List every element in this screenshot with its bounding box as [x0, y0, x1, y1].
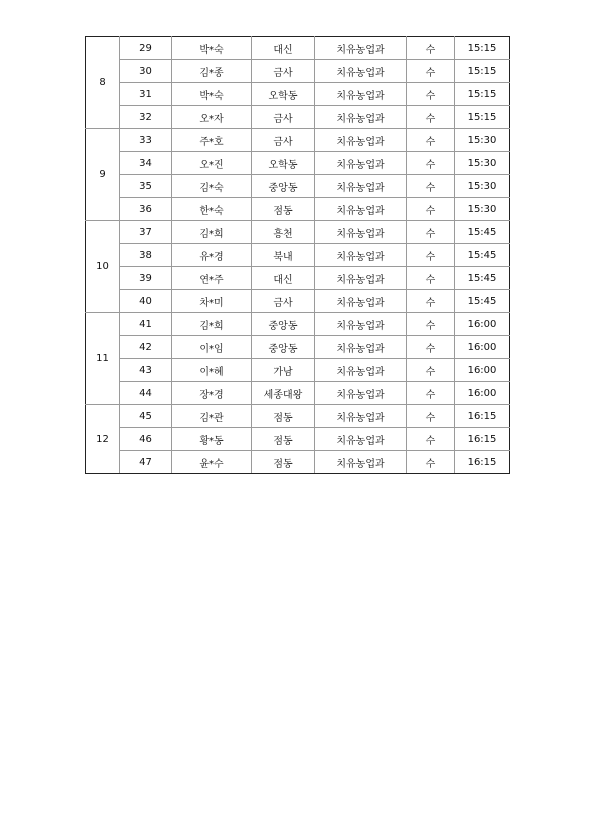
area-cell: 중앙동	[252, 175, 315, 198]
area-cell: 금사	[252, 106, 315, 129]
group-number-cell: 9	[86, 129, 120, 221]
row-number-cell: 32	[120, 106, 172, 129]
day-cell: 수	[407, 244, 455, 267]
table-row	[86, 244, 510, 267]
row-number-cell: 42	[120, 336, 172, 359]
day-cell: 수	[407, 106, 455, 129]
table-row	[86, 129, 510, 152]
time-cell: 15:15	[455, 37, 510, 60]
table-row	[86, 451, 510, 474]
time-cell: 15:15	[455, 106, 510, 129]
time-cell: 15:45	[455, 221, 510, 244]
day-cell: 수	[407, 152, 455, 175]
row-number-cell: 29	[120, 37, 172, 60]
name-cell: 박*숙	[172, 37, 252, 60]
area-cell: 오학동	[252, 152, 315, 175]
program-cell: 치유농업과	[315, 152, 407, 175]
time-cell: 16:15	[455, 405, 510, 428]
name-cell: 김*숙	[172, 175, 252, 198]
row-number-cell: 43	[120, 359, 172, 382]
table-row	[86, 382, 510, 405]
table-row	[86, 152, 510, 175]
day-cell: 수	[407, 428, 455, 451]
time-cell: 15:45	[455, 244, 510, 267]
program-cell: 치유농업과	[315, 175, 407, 198]
day-cell: 수	[407, 129, 455, 152]
table-row	[86, 37, 510, 60]
area-cell: 점동	[252, 198, 315, 221]
program-cell: 치유농업과	[315, 267, 407, 290]
time-cell: 15:30	[455, 198, 510, 221]
area-cell: 점동	[252, 428, 315, 451]
time-cell: 15:30	[455, 129, 510, 152]
table-row	[86, 221, 510, 244]
table-row	[86, 405, 510, 428]
area-cell: 북내	[252, 244, 315, 267]
name-cell: 유*경	[172, 244, 252, 267]
area-cell: 오학동	[252, 83, 315, 106]
area-cell: 가남	[252, 359, 315, 382]
row-number-cell: 47	[120, 451, 172, 474]
name-cell: 김*희	[172, 313, 252, 336]
time-cell: 16:00	[455, 382, 510, 405]
time-cell: 15:15	[455, 60, 510, 83]
program-cell: 치유농업과	[315, 405, 407, 428]
group-number-cell: 8	[86, 37, 120, 129]
day-cell: 수	[407, 198, 455, 221]
table-row	[86, 175, 510, 198]
name-cell: 윤*수	[172, 451, 252, 474]
program-cell: 치유농업과	[315, 336, 407, 359]
row-number-cell: 38	[120, 244, 172, 267]
table-row	[86, 106, 510, 129]
name-cell: 김*관	[172, 405, 252, 428]
day-cell: 수	[407, 267, 455, 290]
day-cell: 수	[407, 175, 455, 198]
row-number-cell: 34	[120, 152, 172, 175]
group-number-cell: 10	[86, 221, 120, 313]
name-cell: 김*희	[172, 221, 252, 244]
area-cell: 세종대왕	[252, 382, 315, 405]
day-cell: 수	[407, 37, 455, 60]
name-cell: 황*동	[172, 428, 252, 451]
row-number-cell: 35	[120, 175, 172, 198]
table-row	[86, 428, 510, 451]
day-cell: 수	[407, 60, 455, 83]
name-cell: 오*자	[172, 106, 252, 129]
area-cell: 대신	[252, 37, 315, 60]
day-cell: 수	[407, 359, 455, 382]
area-cell: 금사	[252, 60, 315, 83]
row-number-cell: 44	[120, 382, 172, 405]
row-number-cell: 41	[120, 313, 172, 336]
name-cell: 김*종	[172, 60, 252, 83]
table-row	[86, 267, 510, 290]
time-cell: 15:30	[455, 152, 510, 175]
time-cell: 16:00	[455, 359, 510, 382]
program-cell: 치유농업과	[315, 60, 407, 83]
table-row	[86, 83, 510, 106]
row-number-cell: 45	[120, 405, 172, 428]
program-cell: 치유농업과	[315, 313, 407, 336]
name-cell: 박*숙	[172, 83, 252, 106]
time-cell: 16:00	[455, 313, 510, 336]
group-number-cell: 12	[86, 405, 120, 474]
area-cell: 금사	[252, 129, 315, 152]
row-number-cell: 46	[120, 428, 172, 451]
day-cell: 수	[407, 83, 455, 106]
row-number-cell: 36	[120, 198, 172, 221]
time-cell: 15:45	[455, 267, 510, 290]
program-cell: 치유농업과	[315, 129, 407, 152]
row-number-cell: 40	[120, 290, 172, 313]
time-cell: 16:15	[455, 428, 510, 451]
area-cell: 중앙동	[252, 336, 315, 359]
program-cell: 치유농업과	[315, 382, 407, 405]
row-number-cell: 33	[120, 129, 172, 152]
table-row	[86, 198, 510, 221]
day-cell: 수	[407, 336, 455, 359]
program-cell: 치유농업과	[315, 198, 407, 221]
row-number-cell: 30	[120, 60, 172, 83]
time-cell: 15:30	[455, 175, 510, 198]
area-cell: 점동	[252, 451, 315, 474]
name-cell: 오*진	[172, 152, 252, 175]
program-cell: 치유농업과	[315, 290, 407, 313]
area-cell: 흥천	[252, 221, 315, 244]
day-cell: 수	[407, 221, 455, 244]
schedule-table	[85, 36, 510, 474]
area-cell: 점동	[252, 405, 315, 428]
name-cell: 이*임	[172, 336, 252, 359]
program-cell: 치유농업과	[315, 106, 407, 129]
name-cell: 한*숙	[172, 198, 252, 221]
area-cell: 중앙동	[252, 313, 315, 336]
program-cell: 치유농업과	[315, 244, 407, 267]
table-row	[86, 336, 510, 359]
program-cell: 치유농업과	[315, 83, 407, 106]
day-cell: 수	[407, 451, 455, 474]
day-cell: 수	[407, 382, 455, 405]
program-cell: 치유농업과	[315, 451, 407, 474]
day-cell: 수	[407, 313, 455, 336]
time-cell: 16:00	[455, 336, 510, 359]
group-number-cell: 11	[86, 313, 120, 405]
program-cell: 치유농업과	[315, 359, 407, 382]
time-cell: 16:15	[455, 451, 510, 474]
table-row	[86, 290, 510, 313]
row-number-cell: 31	[120, 83, 172, 106]
program-cell: 치유농업과	[315, 428, 407, 451]
area-cell: 금사	[252, 290, 315, 313]
day-cell: 수	[407, 290, 455, 313]
name-cell: 이*혜	[172, 359, 252, 382]
schedule-body	[86, 37, 510, 474]
table-row	[86, 60, 510, 83]
name-cell: 연*주	[172, 267, 252, 290]
program-cell: 치유농업과	[315, 37, 407, 60]
time-cell: 15:15	[455, 83, 510, 106]
row-number-cell: 39	[120, 267, 172, 290]
table-row	[86, 313, 510, 336]
name-cell: 차*미	[172, 290, 252, 313]
table-row	[86, 359, 510, 382]
time-cell: 15:45	[455, 290, 510, 313]
program-cell: 치유농업과	[315, 221, 407, 244]
day-cell: 수	[407, 405, 455, 428]
area-cell: 대신	[252, 267, 315, 290]
name-cell: 장*경	[172, 382, 252, 405]
row-number-cell: 37	[120, 221, 172, 244]
name-cell: 주*호	[172, 129, 252, 152]
